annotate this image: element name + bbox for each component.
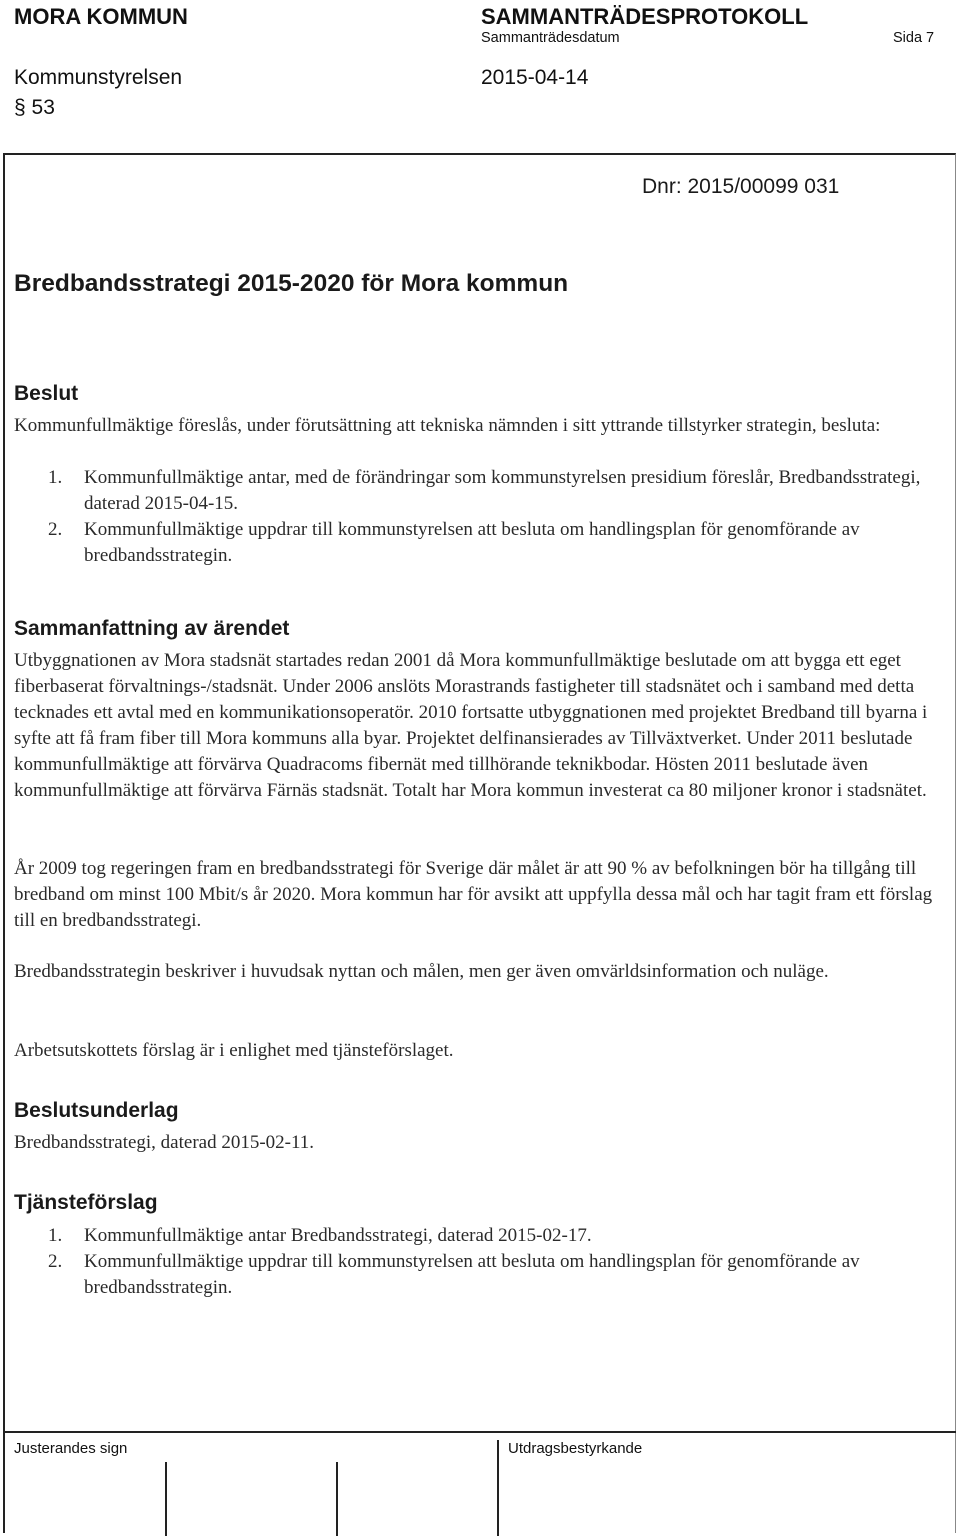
meeting-date-label: Sammanträdesdatum bbox=[481, 30, 620, 46]
beslutsunderlag-heading: Beslutsunderlag bbox=[14, 1099, 179, 1122]
list-item-text: Kommunfullmäktige uppdrar till kommunstyrelsen att besluta om handlingsplan för genomförande av bredbandsstrategin. bbox=[84, 519, 860, 566]
sammanfattning-paragraph-4: Arbetsutskottets förslag är i enlighet med tjänsteförslaget. bbox=[14, 1040, 454, 1061]
list-item-text: Kommunfullmäktige antar Bredbandsstrategi, daterad 2015-02-17. bbox=[84, 1225, 592, 1246]
list-item-text: Kommunfullmäktige antar, med de förändringar som kommunstyrelsen presidium föreslår, Bredbandsstrategi, daterad 2015-04-15. bbox=[84, 467, 921, 514]
page-frame bbox=[3, 153, 956, 1533]
sammanfattning-paragraph-2: År 2009 tog regeringen fram en bredbandsstrategi för Sverige där målet är att 90 % av befolkningen bör ha tillgång till bredband om minst 100 Mbit/s år 2020. Mora kommun har för avsikt att uppfylla dessa mål och har tagit fram ett förslag till en bredbandsstrategi. bbox=[14, 858, 933, 931]
beslutsunderlag-text: Bredbandsstrategi, daterad 2015-02-11. bbox=[14, 1132, 315, 1153]
justerandes-sign-label: Justerandes sign bbox=[14, 1440, 128, 1457]
signature-divider bbox=[4, 1431, 956, 1433]
sammanfattning-paragraph-1: Utbyggnationen av Mora stadsnät startades redan 2001 då Mora kommunfullmäktige beslutade om att bygga ett eget fiberbaserat förvaltnings-/stadsnät. Under 2006 anslöts Morastrands fastigheter till stadsnätet och i samband med detta tecknades ett avtal med en kommunikationsoperatör. 2010 fortsatte utbyggnationen med projektet Bredband till byarna i syfte att få fram fiber till Mora kommuns alla byar. Projektet delfinansierades av Tillväxtverket. Under 2011 beslutade kommunfullmäktige att förvärva Quadracoms fibernät med tillhörande teknikbodar. Hösten 2011 beslutade även kommunfullmäktige att förvärva Färnäs stadsnät. Totalt har Mora kommun investerat ca 80 miljoner kronor i stadsnätet. bbox=[14, 650, 928, 801]
list-item-number: 2. bbox=[48, 519, 63, 540]
sammanfattning-paragraph-3: Bredbandsstrategin beskriver i huvudsak nyttan och målen, men ger även omvärldsinformation och nuläge. bbox=[14, 961, 829, 982]
list-item-number: 1. bbox=[48, 467, 63, 488]
document-type: SAMMANTRÄDESPROTOKOLL bbox=[481, 4, 809, 29]
list-item-number: 1. bbox=[48, 1225, 63, 1246]
signature-box-divider bbox=[336, 1462, 338, 1536]
list-item-text: Kommunfullmäktige uppdrar till kommunstyrelsen att besluta om handlingsplan för genomförande av bredbandsstrategin. bbox=[84, 1251, 860, 1298]
list-item bbox=[14, 517, 954, 569]
tjansteforslag-list bbox=[14, 1223, 954, 1301]
list-item bbox=[14, 465, 954, 517]
municipality-name: MORA KOMMUN bbox=[14, 4, 188, 29]
list-item bbox=[14, 1249, 954, 1301]
beslut-heading: Beslut bbox=[14, 382, 79, 405]
list-item bbox=[14, 1223, 954, 1249]
list-item-number: 2. bbox=[48, 1251, 63, 1272]
signature-box-divider bbox=[497, 1440, 499, 1536]
beslut-list bbox=[14, 465, 954, 569]
diary-number: Dnr: 2015/00099 031 bbox=[642, 175, 840, 198]
paragraph-number: § 53 bbox=[14, 96, 55, 119]
page-title: Bredbandsstrategi 2015-2020 för Mora kommun bbox=[14, 270, 569, 297]
utdragsbestyrkande-label: Utdragsbestyrkande bbox=[508, 1440, 643, 1457]
tjansteforslag-heading: Tjänsteförslag bbox=[14, 1191, 158, 1214]
meeting-date: 2015-04-14 bbox=[481, 66, 589, 89]
sammanfattning-heading: Sammanfattning av ärendet bbox=[14, 617, 290, 640]
committee-name: Kommunstyrelsen bbox=[14, 66, 183, 89]
beslut-intro: Kommunfullmäktige föreslås, under förutsättning att tekniska nämnden i sitt yttrande tillstyrker strategin, besluta: bbox=[14, 415, 881, 436]
signature-box-divider bbox=[165, 1462, 167, 1536]
page-number: Sida 7 bbox=[893, 30, 935, 46]
